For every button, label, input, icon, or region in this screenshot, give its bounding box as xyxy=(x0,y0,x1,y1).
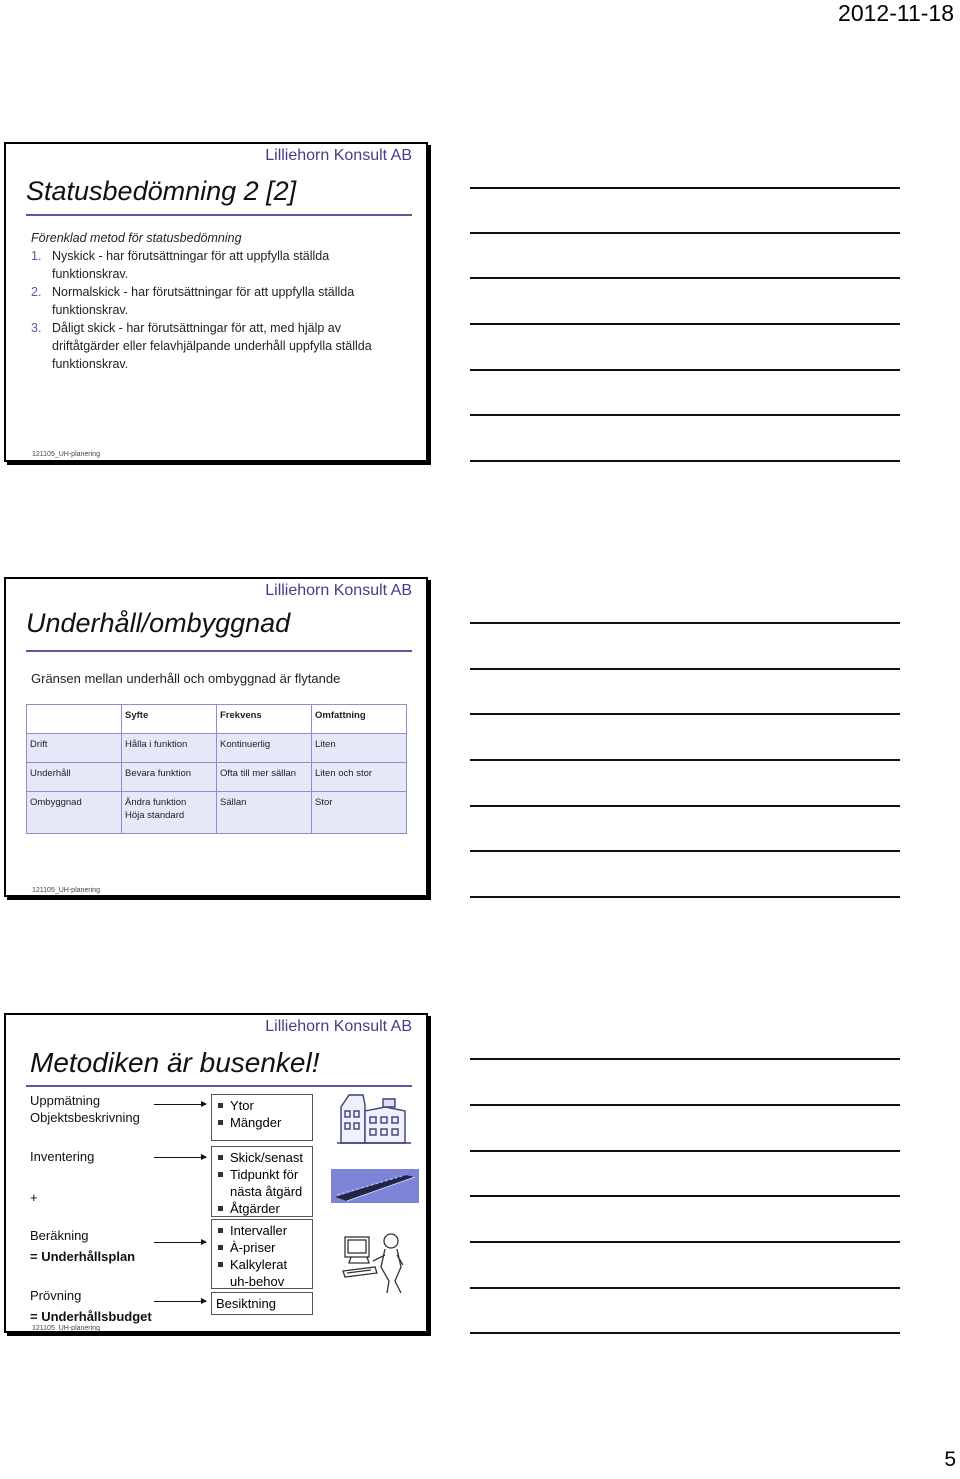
table-cell: Liten xyxy=(312,734,407,763)
list-item: 3. Dåligt skick - har förutsättningar för att, med hjälp av driftåtgärder eller felavhjälpande underhåll uppfylla ställda funktionskrav. xyxy=(31,321,372,371)
result-underhallsbudget: = Underhållsbudget xyxy=(30,1309,152,1324)
arrow-icon xyxy=(154,1157,206,1158)
list-item: Tidpunkt för nästa åtgärd xyxy=(216,1166,308,1200)
building-illustration xyxy=(335,1091,413,1147)
list-item: Skick/senast xyxy=(216,1149,308,1166)
list-item: Kalkylerat uh-behov xyxy=(216,1256,308,1290)
list-item: 2. Normalskick - har förutsättningar för att uppfylla ställda funktionskrav. xyxy=(31,285,355,317)
slide-title: Metodiken är busenkel! xyxy=(30,1047,320,1078)
comparison-table xyxy=(26,704,407,834)
list-item: Ytor xyxy=(216,1097,308,1114)
intro-text: Förenklad metod för statusbedömning xyxy=(31,231,242,245)
title-rule xyxy=(26,214,412,216)
box-besiktning: Besiktning xyxy=(211,1292,313,1315)
list-item: Mängder xyxy=(216,1114,308,1131)
table-cell: Liten och stor xyxy=(312,763,407,792)
table-header-row xyxy=(27,705,407,734)
slide-statusbedomning xyxy=(4,142,428,462)
list-item: Intervaller xyxy=(216,1222,308,1239)
page-number: 5 xyxy=(944,1448,956,1471)
table-cell: Hålla i funktion xyxy=(122,734,217,763)
box-intervaller xyxy=(211,1219,313,1289)
slide-underhall-ombyggnad xyxy=(4,577,428,897)
arrow-icon xyxy=(154,1242,206,1243)
status-list xyxy=(31,247,401,373)
step-uppmatning: Uppmätning xyxy=(30,1093,101,1108)
plus-sign: + xyxy=(30,1190,38,1205)
box-skick xyxy=(211,1146,313,1217)
list-item: À-priser xyxy=(216,1239,308,1256)
title-rule xyxy=(26,1085,412,1087)
slide-metodiken xyxy=(4,1013,428,1333)
slide-footer: 121105_UH-planering xyxy=(32,451,100,458)
slide-footer: 121105_UH-planering xyxy=(32,887,100,894)
table-row xyxy=(27,734,407,763)
table-cell: Sällan xyxy=(217,792,312,834)
header-date: 2012-11-18 xyxy=(838,0,954,26)
table-cell: Omfattning xyxy=(312,705,407,734)
slide-title: Underhåll/ombyggnad xyxy=(26,608,291,638)
table-cell xyxy=(27,705,122,734)
slide-body xyxy=(31,229,401,373)
table-cell: Ofta till mer sällan xyxy=(217,763,312,792)
step-berakning: Beräkning xyxy=(30,1228,89,1243)
table-cell: Ändra funktion Höja standard xyxy=(122,792,217,834)
result-underhallsplan: = Underhållsplan xyxy=(30,1249,136,1264)
arrow-icon xyxy=(154,1301,206,1302)
table-cell: Drift xyxy=(27,734,122,763)
slide-footer: 121105_UH-planering xyxy=(32,1325,100,1332)
table-row xyxy=(27,763,407,792)
list-item: Åtgärder xyxy=(216,1200,308,1217)
intro-text: Gränsen mellan underhåll och ombyggnad är flytande xyxy=(31,671,341,686)
list-item: 1. Nyskick - har förutsättningar för att uppfylla ställda funktionskrav. xyxy=(31,249,330,281)
company-name: Lilliehorn Konsult AB xyxy=(265,582,412,599)
title-rule xyxy=(26,650,412,652)
table-cell: Kontinuerlig xyxy=(217,734,312,763)
table-cell: Ombyggnad xyxy=(27,792,122,834)
table-cell: Bevara funktion xyxy=(122,763,217,792)
table-cell: Syfte xyxy=(122,705,217,734)
box-ytor-mangder xyxy=(211,1094,313,1141)
table-cell: Underhåll xyxy=(27,763,122,792)
step-objektsbeskrivning: Objektsbeskrivning xyxy=(30,1110,140,1125)
table-row xyxy=(27,792,407,834)
table-cell: Frekvens xyxy=(217,705,312,734)
slide-title: Statusbedömning 2 [2] xyxy=(26,176,297,206)
step-provning: Prövning xyxy=(30,1288,82,1303)
step-inventering: Inventering xyxy=(30,1149,95,1164)
person-at-desk-illustration xyxy=(341,1227,415,1297)
arrow-icon xyxy=(154,1104,206,1105)
company-name: Lilliehorn Konsult AB xyxy=(265,147,412,164)
company-name: Lilliehorn Konsult AB xyxy=(265,1018,412,1035)
table-cell: Stor xyxy=(312,792,407,834)
bus-shelter-illustration xyxy=(331,1169,419,1203)
